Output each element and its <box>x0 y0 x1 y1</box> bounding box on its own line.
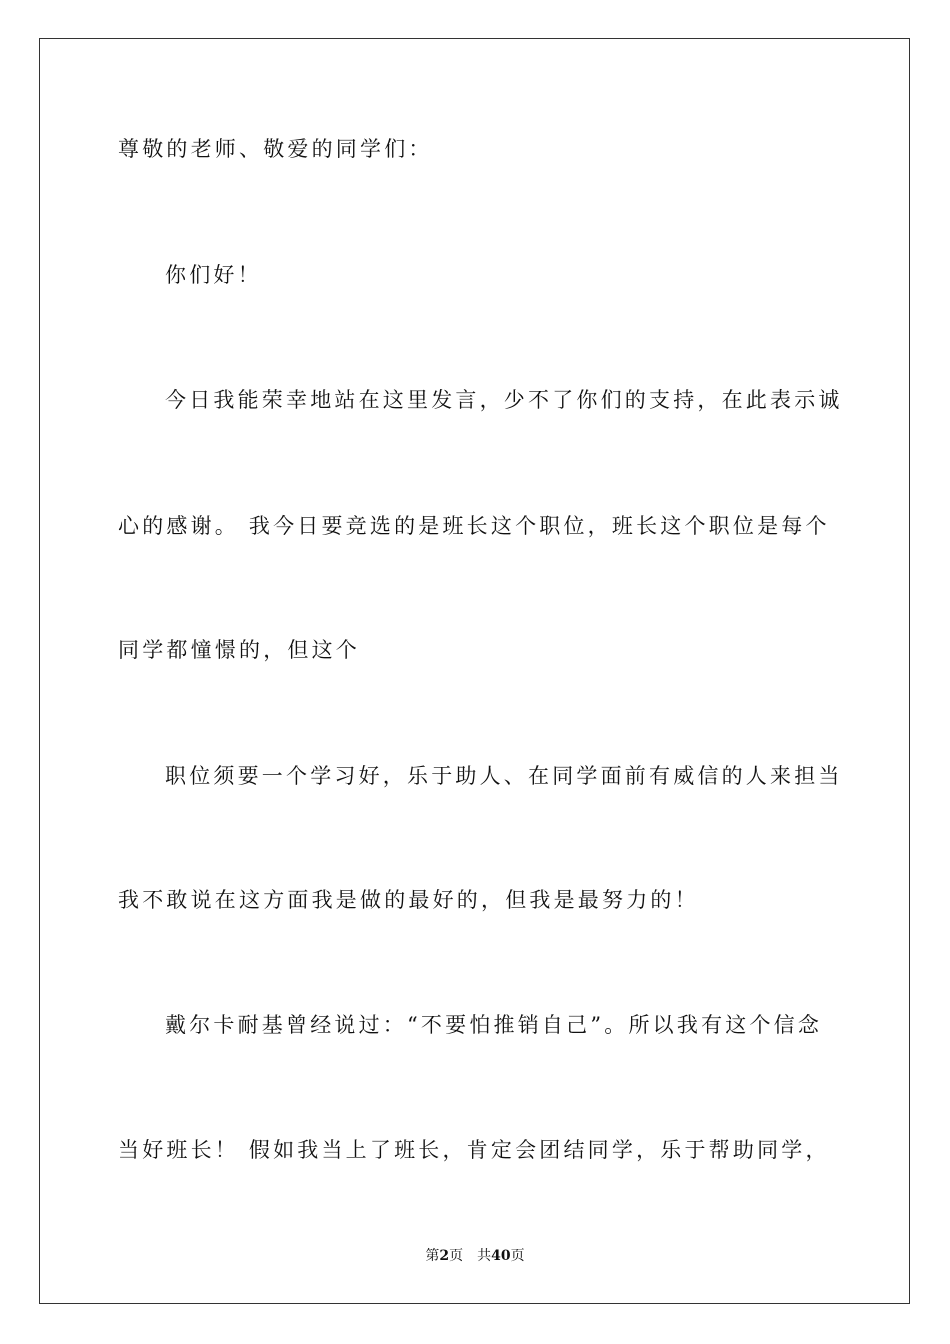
greeting-line: 你们好！ <box>165 263 262 287</box>
page-number: 2 <box>439 1248 450 1264</box>
salutation-line: 尊敬的老师、敬爱的同学们： <box>118 137 433 161</box>
total-pages: 40 <box>491 1248 511 1264</box>
paragraph-line: 职位须要一个学习好，乐于助人、在同学面前有威信的人来担当 <box>165 764 843 788</box>
total-suffix: 页 <box>510 1248 525 1264</box>
paragraph-line: 同学都憧憬的，但这个 <box>118 638 360 662</box>
page-suffix: 页 <box>449 1248 464 1264</box>
paragraph-line: 今日我能荣幸地站在这里发言，少不了你们的支持，在此表示诚 <box>165 388 843 412</box>
paragraph-line: 戴尔卡耐基曾经说过：“不要怕推销自己”。所以我有这个信念 <box>165 1013 823 1037</box>
total-prefix: 共 <box>477 1248 492 1264</box>
paragraph-line: 当好班长！ 假如我当上了班长，肯定会团结同学，乐于帮助同学， <box>118 1138 830 1162</box>
page-border <box>39 38 910 1304</box>
paragraph-line: 心的感谢。 我今日要竞选的是班长这个职位，班长这个职位是每个 <box>118 514 830 538</box>
paragraph-line: 我不敢说在这方面我是做的最好的，但我是最努力的！ <box>118 888 699 912</box>
page-footer <box>0 1247 950 1265</box>
page-prefix: 第 <box>425 1248 440 1264</box>
